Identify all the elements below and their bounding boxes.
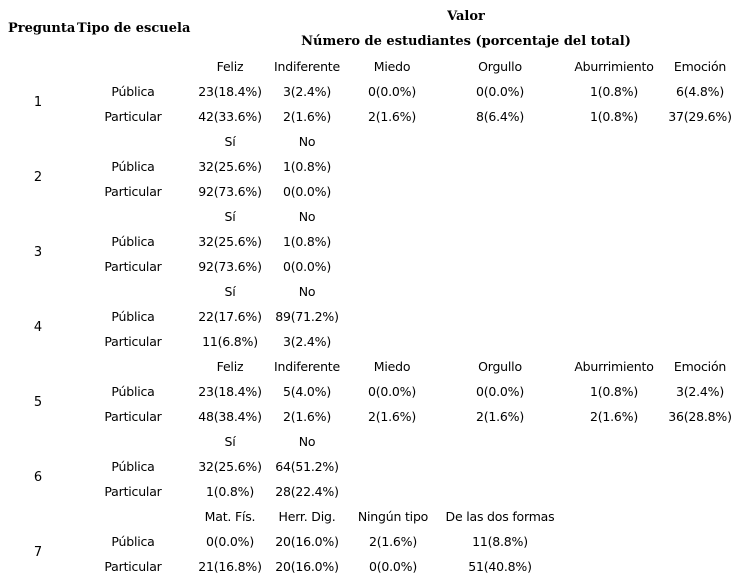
column-label: Emoción [673,359,727,374]
value-cell: 8(6.4%) [475,109,525,124]
column-label: Emoción [673,59,727,74]
school-type: Particular [104,559,162,574]
value-cell: 64(51.2%) [275,459,339,474]
value-cell: 20(16.0%) [275,559,339,574]
value-cell: 0(0.0%) [205,534,255,549]
column-label: Feliz [216,59,244,74]
column-label: Indiferente [274,59,340,74]
value-cell: 23(18.4%) [198,84,262,99]
school-type: Pública [111,234,155,249]
value-cell: 0(0.0%) [367,84,417,99]
school-type: Particular [104,334,162,349]
value-cell: 22(17.6%) [198,309,262,324]
school-type: Pública [111,84,155,99]
value-cell: 23(18.4%) [198,384,262,399]
value-cell: 6(4.8%) [675,84,725,99]
value-cell: 2(1.6%) [282,409,332,424]
value-cell: 0(0.0%) [282,184,332,199]
value-cell: 1(0.8%) [205,484,255,499]
value-cell: 36(28.8%) [668,409,732,424]
header-subtitle: Número de estudiantes (porcentaje del total) [301,34,631,49]
value-cell: 0(0.0%) [368,559,418,574]
value-cell: 92(73.6%) [198,184,262,199]
column-label: Orgullo [478,359,522,374]
value-cell: 1(0.8%) [282,234,332,249]
value-cell: 0(0.0%) [282,259,332,274]
school-type: Pública [111,384,155,399]
header-pregunta: Pregunta [8,21,76,36]
value-cell: 32(25.6%) [198,459,262,474]
value-cell: 1(0.8%) [282,159,332,174]
value-cell: 3(2.4%) [675,384,725,399]
value-cell: 48(38.4%) [198,409,262,424]
question-number: 3 [33,244,43,260]
value-cell: 28(22.4%) [275,484,339,499]
column-label: Feliz [216,359,244,374]
question-number: 7 [33,544,43,560]
school-type: Particular [104,259,162,274]
header-valor: Valor [447,9,485,24]
value-cell: 5(4.0%) [282,384,332,399]
value-cell: 0(0.0%) [475,384,525,399]
column-label: De las dos formas [445,509,555,524]
value-cell: 11(6.8%) [202,334,258,349]
column-label: Sí [224,134,236,149]
value-cell: 2(1.6%) [475,409,525,424]
column-label: Ningún tipo [357,509,429,524]
value-cell: 89(71.2%) [275,309,339,324]
column-label: Miedo [373,359,411,374]
question-number: 5 [33,394,43,410]
question-number: 2 [33,169,43,185]
column-label: Herr. Dig. [278,509,336,524]
value-cell: 2(1.6%) [367,409,417,424]
question-number: 4 [33,319,43,335]
value-cell: 2(1.6%) [282,109,332,124]
school-type: Pública [111,309,155,324]
school-type: Pública [111,159,155,174]
column-label: No [298,284,316,299]
value-cell: 32(25.6%) [198,159,262,174]
value-cell: 1(0.8%) [589,109,639,124]
school-type: Particular [104,484,162,499]
column-label: Aburrimiento [574,359,654,374]
value-cell: 32(25.6%) [198,234,262,249]
value-cell: 92(73.6%) [198,259,262,274]
value-cell: 2(1.6%) [368,534,418,549]
school-type: Pública [111,459,155,474]
value-cell: 1(0.8%) [589,384,639,399]
question-number: 1 [33,94,43,110]
value-cell: 37(29.6%) [668,109,732,124]
header-tipo-escuela: Tipo de escuela [77,21,191,36]
question-number: 6 [33,469,43,485]
value-cell: 42(33.6%) [198,109,262,124]
school-type: Particular [104,184,162,199]
school-type: Pública [111,534,155,549]
value-cell: 11(8.8%) [472,534,528,549]
column-label: Sí [224,434,236,449]
value-cell: 1(0.8%) [589,84,639,99]
value-cell: 21(16.8%) [198,559,262,574]
value-cell: 3(2.4%) [282,334,332,349]
column-label: Miedo [373,59,411,74]
column-label: Orgullo [478,59,522,74]
value-cell: 0(0.0%) [367,384,417,399]
school-type: Particular [104,409,162,424]
value-cell: 0(0.0%) [475,84,525,99]
column-label: Sí [224,284,236,299]
column-label: No [298,434,316,449]
value-cell: 2(1.6%) [367,109,417,124]
value-cell: 3(2.4%) [282,84,332,99]
school-type: Particular [104,109,162,124]
value-cell: 20(16.0%) [275,534,339,549]
column-label: Sí [224,209,236,224]
column-label: Aburrimiento [574,59,654,74]
value-cell: 2(1.6%) [589,409,639,424]
column-label: No [298,209,316,224]
value-cell: 51(40.8%) [468,559,532,574]
column-label: No [298,134,316,149]
column-label: Indiferente [274,359,340,374]
column-label: Mat. Fís. [204,509,256,524]
